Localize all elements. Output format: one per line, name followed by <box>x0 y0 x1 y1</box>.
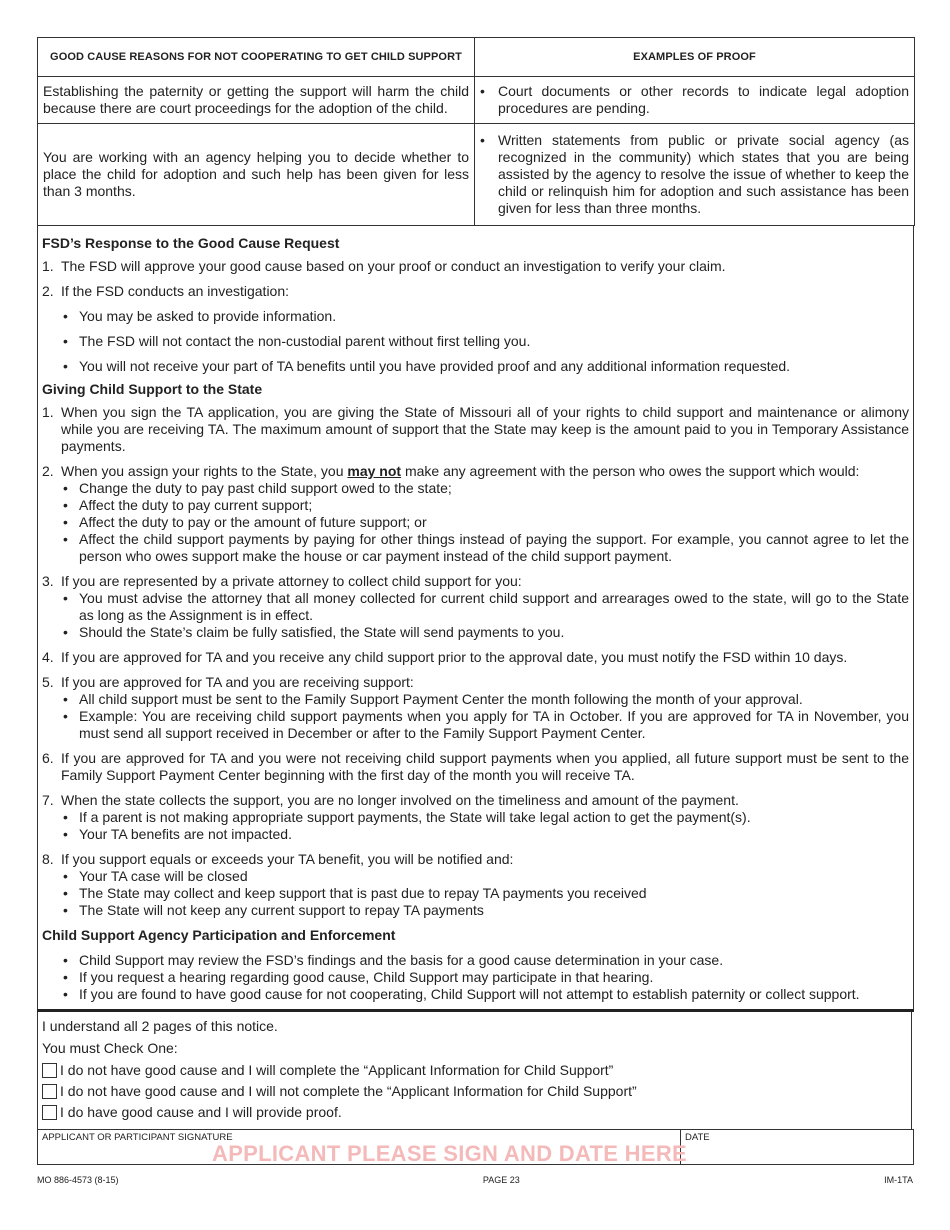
form-code: IM-1TA <box>884 1175 913 1185</box>
signature-row <box>37 1129 914 1165</box>
page-number: PAGE 23 <box>482 1175 520 1185</box>
date-field[interactable]: DATE <box>685 1132 710 1143</box>
acknowledgement-section <box>37 1012 912 1129</box>
checkbox[interactable] <box>42 1063 57 1078</box>
check-one-instruction: You must Check One: <box>42 1040 178 1056</box>
form-number: MO 886-4573 (8-15) <box>37 1175 119 1185</box>
reason-cell: You are working with an agency helping you to decide whether to place the child for adoption and such help has been given for less than 3 months. <box>38 124 475 226</box>
page-footer <box>37 1175 913 1185</box>
checkbox[interactable] <box>42 1105 57 1120</box>
understand-statement: I understand all 2 pages of this notice. <box>42 1018 278 1034</box>
option-no-cause-not-complete[interactable]: I do not have good cause and I will not complete the “Applicant Information for Child Support” <box>42 1083 907 1100</box>
list-item: • Change the duty to pay past child support owed to the state; <box>61 480 909 497</box>
table-row <box>38 124 915 226</box>
list-item: • Your TA case will be closed <box>61 868 909 885</box>
assignment-bullets <box>61 480 909 565</box>
signature-field[interactable]: APPLICANT OR PARTICIPANT SIGNATURE <box>38 1130 681 1164</box>
checkbox[interactable] <box>42 1084 57 1099</box>
proof-cell: • Written statements from public or private social agency (as recognized in the community) which states that you are being assisted by the agency to resolve the issue of whether to keep the child or relinquish him for adoption and such assistance has been given for less than three months. <box>475 124 915 226</box>
list-item: • The State may collect and keep support that is past due to repay TA payments you received <box>61 885 909 902</box>
proof-text: Written statements from public or private social agency (as recognized in the community) which states that you are being assisted by the agency to resolve the issue of whether to keep the child or relinquish him for adoption and such assistance has been given for less than three months. <box>498 132 909 216</box>
receiving-support-bullets <box>61 691 909 742</box>
list-item: 1. When you sign the TA application, you are giving the State of Missouri all of your rights to child support and maintenance or alimony while you are receiving TA. The maximum amount of support that the State may keep is the amount paid to you in Temporary Assistance payments. <box>42 404 909 454</box>
table-header-reasons: GOOD CAUSE REASONS FOR NOT COOPERATING TO GET CHILD SUPPORT <box>38 38 475 77</box>
list-item: 5. If you are approved for TA and you are receiving support: • All child support must be sent to the Family Support Payment Center the month following the month of your approval. • Example: You are receiving child support payments when you apply for TA in October. If you are approved for TA in November, you must send all support received in December or after to the Family Support Payment Center. <box>42 674 909 742</box>
benefit-bullets <box>61 868 909 919</box>
list-item: 2. If the FSD conducts an investigation: <box>42 283 290 299</box>
list-item: 6. If you are approved for TA and you were not receiving child support payments when you applied, all future support must be sent to the Family Support Payment Center beginning with the first day of the month you will receive TA. <box>42 750 909 783</box>
form-page <box>37 37 913 1165</box>
list-item: • Your TA benefits are not impacted. <box>61 826 909 843</box>
enforcement-heading: Child Support Agency Participation and Enforcement <box>42 927 396 943</box>
table-row <box>38 77 915 124</box>
fsd-bullets <box>61 308 909 375</box>
list-item: • If you request a hearing regarding good cause, Child Support may participate in that hearing. <box>61 969 909 986</box>
list-item: • Child Support may review the FSD’s findings and the basis for a good cause determination in your case. <box>61 952 909 969</box>
list-item: • All child support must be sent to the Family Support Payment Center the month following the month of your approval. <box>61 691 909 708</box>
list-item: • Example: You are receiving child support payments when you apply for TA in October. If you are approved for TA in November, you must send all support received in December or after to the Family Support Payment Center. <box>61 708 909 742</box>
list-item: • The State will not keep any current support to repay TA payments <box>61 902 909 919</box>
fsd-heading: FSD’s Response to the Good Cause Request <box>42 235 340 251</box>
table-header-proof: EXAMPLES OF PROOF <box>475 38 915 77</box>
list-item: • You may be asked to provide information. <box>61 308 909 325</box>
proof-cell: • Court documents or other records to indicate legal adoption procedures are pending. <box>475 77 915 124</box>
attorney-bullets <box>61 590 909 641</box>
notice-body <box>37 226 914 1009</box>
list-item: • Affect the duty to pay current support; <box>61 497 909 514</box>
list-item: • Should the State’s claim be fully satisfied, the State will send payments to you. <box>61 624 909 641</box>
list-item: • If a parent is not making appropriate support payments, the State will take legal action to get the payment(s). <box>61 809 909 826</box>
collection-bullets <box>61 809 909 843</box>
list-item: 1. The FSD will approve your good cause based on your proof or conduct an investigation to verify your claim. <box>42 258 726 274</box>
list-item: 7. When the state collects the support, you are no longer involved on the timeliness and amount of the payment. • If a parent is not making appropriate support payments, the State will take legal action to get the payment(s). • Your TA benefits are not impacted. <box>42 792 909 843</box>
reason-cell: Establishing the paternity or getting the support will harm the child because there are court proceedings for the adoption of the child. <box>38 77 475 124</box>
option-good-cause[interactable]: I do have good cause and I will provide proof. <box>42 1104 907 1121</box>
sign-here-watermark: APPLICANT PLEASE SIGN AND DATE HERE <box>212 1141 687 1166</box>
enforcement-bullets <box>61 952 909 1003</box>
option-no-cause-complete[interactable]: I do not have good cause and I will complete the “Applicant Information for Child Support” <box>42 1062 907 1079</box>
proof-text: Court documents or other records to indicate legal adoption procedures are pending. <box>498 83 909 116</box>
list-item: 8. If you support equals or exceeds your TA benefit, you will be notified and: • Your TA case will be closed • The State may collect and keep support that is past due to repay TA payments you received • The State will not keep any current support to repay TA payments <box>42 851 909 919</box>
list-item: • Affect the child support payments by paying for other things instead of paying the support. For example, you cannot agree to let the person who owes support make the house or car payment instead of the child support payment. <box>61 531 909 565</box>
list-item: 3. If you are represented by a private attorney to collect child support for you: • You must advise the attorney that all money collected for current child support and arrearages owed to the state, will go to the State as long as the Assignment is in effect. • Should the State’s claim be fully satisfied, the State will send payments to you. <box>42 573 909 641</box>
list-item: • If you are found to have good cause for not cooperating, Child Support will not attempt to establish paternity or collect support. <box>61 986 909 1003</box>
good-cause-table <box>37 37 915 226</box>
giving-heading: Giving Child Support to the State <box>42 381 263 397</box>
list-item: • The FSD will not contact the non-custodial parent without first telling you. <box>61 333 909 350</box>
list-item: • You will not receive your part of TA benefits until you have provided proof and any additional information requested. <box>61 358 909 375</box>
list-item: 4. If you are approved for TA and you receive any child support prior to the approval date, you must notify the FSD within 10 days. <box>42 649 848 665</box>
list-item: • You must advise the attorney that all money collected for current child support and arrearages owed to the state, will go to the State as long as the Assignment is in effect. <box>61 590 909 624</box>
list-item: 2. When you assign your rights to the State, you may not make any agreement with the person who owes the support which would: • Change the duty to pay past child support owed to the state; • Affect the duty to pay current support; • Affect the duty to pay or the amount of future support; or • Affect the child support payments by paying for other things instead of paying the support. For example, you cannot agree to let the person who owes support make the house or car payment instead of the child support payment. <box>42 463 909 565</box>
list-item: • Affect the duty to pay or the amount of future support; or <box>61 514 909 531</box>
